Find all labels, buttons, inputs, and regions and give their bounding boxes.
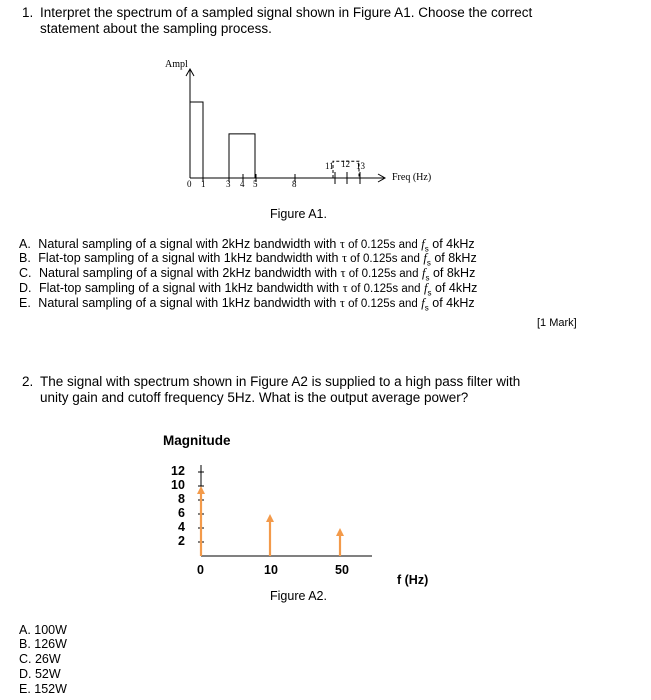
- option-letter: B.: [19, 251, 31, 265]
- option-text: Flat-top sampling of a signal with 1kHz bandwidth with: [38, 281, 340, 295]
- option-text-post: of 8kHz: [432, 266, 476, 280]
- q1-text-line2: statement about the sampling process.: [40, 21, 272, 36]
- a2-ytick-label-12: 12: [171, 464, 185, 478]
- figure-a1-caption: Figure A1.: [270, 207, 327, 221]
- tau-symbol: τ: [342, 281, 348, 295]
- option-text-post: of 8kHz: [434, 251, 477, 265]
- a1-x-label: Freq (Hz): [392, 172, 432, 183]
- q2-option-e[interactable]: E. 152W: [19, 682, 67, 696]
- fs-subscript: s: [426, 258, 431, 268]
- option-letter: D.: [19, 281, 32, 295]
- a1-ticklabel-4: 4: [240, 179, 245, 189]
- option-text: Flat-top sampling of a signal with 1kHz bandwidth with: [38, 251, 339, 265]
- a1-ticklabel-0: 0: [187, 179, 192, 189]
- q2-option-b[interactable]: B. 126W: [19, 637, 67, 651]
- a2-spectrum-line-50: [336, 528, 344, 556]
- fs-subscript: s: [427, 288, 432, 298]
- option-text-mid: of 0.125s and: [348, 268, 419, 280]
- a1-ticklabel-3: 3: [226, 179, 231, 189]
- fs-symbol: f: [421, 266, 426, 280]
- tau-symbol: τ: [339, 296, 345, 310]
- option-text-mid: of 0.125s and: [350, 253, 420, 265]
- tau-symbol: τ: [340, 266, 346, 280]
- q2-number: 2.: [22, 374, 34, 389]
- option-letter: A.: [19, 237, 31, 251]
- a2-x-label: f (Hz): [397, 573, 429, 587]
- a2-ytick-label-6: 6: [178, 506, 185, 520]
- q1-text-line1: Interpret the spectrum of a sampled signal shown in Figure A1. Choose the correct: [40, 5, 533, 20]
- a2-xtick-10: 10: [264, 563, 278, 577]
- a2-xtick-50: 50: [335, 563, 349, 577]
- a1-ticklabel-5: 5: [253, 179, 258, 189]
- option-text-post: of 4kHz: [435, 281, 478, 295]
- a1-ticklabel-8: 8: [292, 179, 297, 189]
- fs-subscript: s: [425, 273, 430, 283]
- a2-spectrum-line-10: [266, 514, 274, 556]
- a1-ticklabel-11: 11: [325, 161, 334, 171]
- q2-text-line2: unity gain and cutoff frequency 5Hz. What is the output average power?: [40, 390, 469, 405]
- a1-ticklabel-1: 1: [201, 179, 206, 189]
- q2-option-a[interactable]: A. 100W: [19, 623, 67, 637]
- a2-ytick-label-2: 2: [178, 534, 185, 548]
- option-text: Natural sampling of a signal with 2kHz bandwidth with: [38, 237, 337, 251]
- tau-symbol: τ: [339, 237, 345, 251]
- a1-y-label: Ampl: [165, 59, 188, 70]
- option-letter: E.: [19, 296, 31, 310]
- q2-option-d[interactable]: D. 52W: [19, 667, 61, 681]
- option-text-mid: of 0.125s and: [348, 239, 418, 251]
- a1-ticklabel-13: 13: [356, 161, 365, 171]
- option-text-mid: of 0.125s and: [348, 298, 418, 310]
- tau-symbol: τ: [341, 251, 347, 265]
- fs-subscript: s: [424, 303, 429, 313]
- a1-ticklabel-12: 12: [341, 159, 350, 169]
- a2-ytick-label-4: 4: [178, 520, 185, 534]
- q1-number: 1.: [22, 5, 34, 20]
- a2-ytick-label-10: 10: [171, 478, 185, 492]
- a2-xtick-0: 0: [197, 563, 204, 577]
- a2-spectrum-lines: [197, 486, 344, 556]
- option-text-post: of 4kHz: [432, 296, 475, 310]
- option-text: Natural sampling of a signal with 1kHz bandwidth with: [38, 296, 337, 310]
- fs-symbol: f: [421, 296, 425, 310]
- a2-spectrum-line-0: [197, 486, 205, 556]
- q1-mark: [1 Mark]: [537, 317, 577, 329]
- option-letter: C.: [19, 266, 32, 280]
- a2-y-label: Magnitude: [163, 433, 231, 448]
- option-text: Natural sampling of a signal with 2kHz bandwidth with: [38, 266, 338, 280]
- figure-a2-caption: Figure A2.: [270, 589, 327, 603]
- fs-subscript: s: [424, 244, 429, 254]
- q2-text-line1: The signal with spectrum shown in Figure A2 is supplied to a high pass filter with: [40, 374, 521, 389]
- option-text-post: of 4kHz: [432, 237, 475, 251]
- fs-symbol: f: [424, 281, 428, 295]
- q2-option-c[interactable]: C. 26W: [19, 652, 61, 666]
- fs-symbol: f: [423, 251, 427, 265]
- a2-ytick-label-8: 8: [178, 492, 185, 506]
- option-text-mid: of 0.125s and: [350, 283, 421, 295]
- fs-symbol: f: [421, 237, 425, 251]
